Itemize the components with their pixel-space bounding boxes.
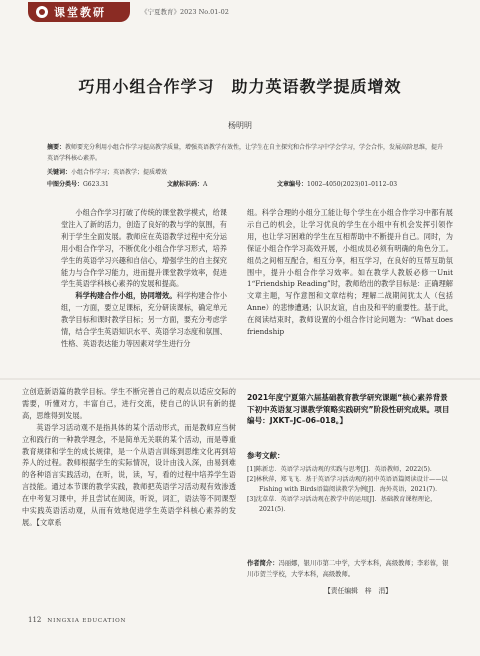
classification-line	[47, 179, 449, 190]
article-title: 巧用小组合作学习 助力英语教学提质增效	[78, 77, 402, 96]
abstract	[47, 142, 449, 164]
body-paragraph: 组。科学合理的小组分工能让每个学生在小组合作学习中都有展示自己的机会，让学习优良的学生在小组中有机会发挥引领作用，也让学习困难的学生在互相帮助中不断提升自己。同时，为保证小组合作学习高效开展，小组成员必须有明确的角色分工。组员之间相互配合，相互分享，相互学习，在良好的互帮互助氛围中，提升小组合作学习效率。如在教学人教版必修一Unit 1“Friendship Reading”时，教师给出的教学目标是：正确理解文章主题，写作意图和文章结构；理解二战期间犹太人（包括Anne）的悲惨遭遇；认识友谊，自由及和平的重要性。基于此，在阅读结束时，教师设置的小组合作讨论问题为：“What does friendship	[247, 208, 453, 337]
doc-code-value: A	[203, 181, 208, 188]
footer-journal-name: NINGXIA EDUCATION	[47, 618, 127, 624]
page-footer	[28, 616, 132, 624]
editor-name: 梓 涓	[364, 587, 386, 595]
author-bio	[247, 559, 453, 581]
editor-close: 】	[385, 587, 392, 595]
article-no-label: 文章编号：	[277, 181, 308, 188]
body-paragraph: 立创造新语篇的教学目标。学生不断完善自己的观点以适应交际的需要，听懂对方，丰富自己，进行交流，使自己的认识有新的提高，思维得到发展。	[22, 387, 236, 420]
responsible-editor	[324, 585, 392, 595]
reference-item: [2]林秋萍，郑飞飞．基于英语学习活动观的初中英语语篇阅读设计——以 Fishing with Birds语篇阅读教学为例[J]．海外英语，2021(7)．	[247, 476, 448, 493]
abstract-text: 教师要充分利用小组合作学习提高教学质量，增强英语教学有效性，让学生在自主探究和合作学习中学会学习，学会合作，发展高阶思维，提升英语学科核心素养。	[47, 144, 444, 162]
editor-label: 【责任编辑	[324, 587, 365, 595]
reference-item: [1]陈新忠．英语学习活动观的实践与思考[J]．英语教师，2022(5)．	[247, 466, 437, 473]
page-number: 112	[28, 616, 42, 624]
author-bio-label: 作者简介：	[247, 560, 279, 567]
section-tag-label: 课堂教研	[54, 6, 106, 19]
circle-bullet-icon	[36, 6, 48, 18]
body-paragraph: 小组合作学习打破了传统的课堂教学模式，给课堂注入了新的活力，创造了良好的教与学的氛围，有利于学生全面发展。教师应在英语教学过程中充分运用小组合作学习，不断优化小组合作学习形式，培养学生的英语学习兴趣和自信心，增强学生的自主探究能力与合作学习能力，进而提升课堂教学效率，促进学生英语学科核心素养的发展和提高。	[61, 208, 227, 289]
section-heading: 科学构建合作小组，协同增效。	[75, 291, 177, 301]
references-list	[247, 465, 453, 515]
article-no-value: 1002–4050(2023)01–0112–03	[307, 181, 398, 188]
keywords-label: 关键词：	[47, 169, 72, 176]
body-paragraph	[61, 290, 227, 350]
keywords-text: 小组合作学习；英语教学；提质增效	[71, 169, 168, 176]
clc-value: G623.31	[83, 181, 109, 188]
reference-item: [3]沈草草．英语学习活动观在教学中的运用[J]．基础教育课程理论，2021(5)．	[247, 496, 437, 513]
funding-note: 2021年度宁夏第六届基础教育教学研究课题“核心素养背景下初中英语复习课教学策略实践研究”阶段性研究成果。项目编号：JXKT–JC–06–018。】	[247, 393, 450, 426]
doc-code-label: 文献标识码：	[167, 181, 204, 188]
journal-info: 《宁夏教育》2023 No.01-02	[141, 8, 229, 16]
abstract-label: 摘要：	[47, 144, 66, 151]
article-author: 杨明明	[228, 121, 252, 130]
body-paragraph-rest: 科学构建合作小组，一方面，要立足课标，充分研读课标，确定单元教学目标和课时教学目标；另一方面，要充分考虑学情，结合学生英语知识水平、英语学习态度和氛围、性格、英语表达能力等因素对学生进行分	[61, 291, 227, 348]
section-tag	[28, 2, 130, 22]
body-left-column	[22, 386, 236, 529]
body-right-column	[247, 207, 453, 338]
body-paragraph: 英语学习活动观不是指具体的某个活动形式，而是教师应当树立和践行的一种教学理念，不是简单无关联的某个活动，而是尊重教育规律和学生的成长规律，是一个从语言训练到思维文化再到培养人的过程。教师根据学生的实际情况，设计由浅入深，由易到难的各种语言实践活动，在听，说，读，写，看的过程中培养学生语言技能。通过本节课的教学实践，教师把英语学习活动观有效渗透在中考复习课中，并且尝试在阅读，听说，词汇，语法等不同课型中实践英语活动观，从而有效地促进学生英语学科核心素养的发展。【文章系	[22, 422, 236, 527]
author-bio-text: 冯丽娜，银川市第二中学，大学本科，高级教师；李彩蓉，银川市贺兰学校，大学本科，高级教师。	[247, 560, 449, 578]
keywords	[47, 167, 449, 178]
body-left-column	[61, 207, 227, 350]
page-lower	[0, 380, 480, 656]
clc-label: 中图分类号：	[47, 181, 84, 188]
references-heading: 参考文献：	[247, 451, 285, 460]
